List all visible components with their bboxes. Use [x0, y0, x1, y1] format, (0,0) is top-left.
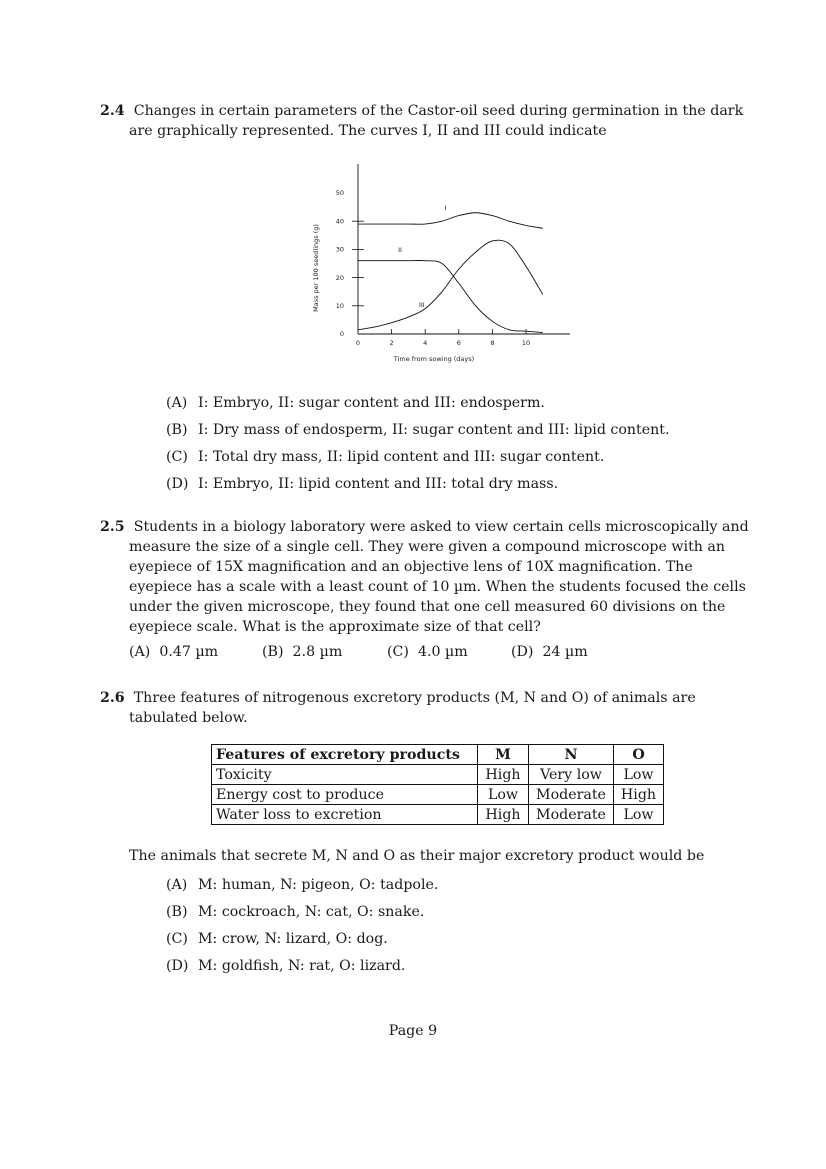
table-header-cell: Features of excretory products — [212, 745, 478, 765]
page-number: Page 9 — [388, 1023, 438, 1039]
table-cell: Toxicity — [212, 765, 478, 785]
q26-option-b[interactable] — [166, 902, 424, 922]
table-row — [212, 765, 664, 785]
option-label: (B) — [166, 904, 188, 920]
curve-label-iii: III — [418, 301, 425, 310]
question-number: 2.4 — [100, 103, 125, 119]
q24-option-b[interactable] — [166, 420, 670, 440]
q26-followup: The animals that secrete M, N and O as their major excretory product would be — [129, 848, 705, 864]
x-tick-label: 4 — [423, 339, 428, 347]
table-row — [212, 805, 664, 825]
curve-ii — [358, 260, 543, 332]
table-header-cell: N — [529, 745, 614, 765]
q25-option-a[interactable] — [129, 644, 218, 660]
curve-label-i: I — [444, 203, 447, 212]
question-2-6 — [100, 688, 752, 728]
table-header-cell: M — [478, 745, 529, 765]
q25-option-d[interactable] — [511, 644, 588, 660]
q26-option-d[interactable] — [166, 956, 405, 976]
option-text: I: Embryo, II: sugar content and III: endosperm. — [198, 395, 545, 411]
y-tick-label: 50 — [335, 189, 344, 198]
table-cell: Very low — [529, 765, 614, 785]
table-row — [212, 785, 664, 805]
table-header-cell: O — [614, 745, 664, 765]
y-axis-label: Mass per 100 seedlings (g) — [312, 224, 320, 312]
question-number: 2.6 — [100, 690, 125, 706]
option-label: (A) — [129, 644, 151, 660]
option-text: 4.0 µm — [417, 644, 468, 660]
q25-option-b[interactable] — [262, 644, 342, 660]
q26-option-c[interactable] — [166, 929, 388, 949]
x-tick-label: 0 — [355, 339, 361, 347]
question-2-5 — [100, 517, 752, 637]
option-label: (A) — [166, 395, 188, 411]
option-text: I: Total dry mass, II: lipid content and III: sugar content. — [198, 449, 605, 465]
q25-option-c[interactable] — [387, 644, 468, 660]
y-tick-label: 40 — [335, 217, 344, 226]
question-2-4-text — [100, 101, 752, 141]
option-label: (D) — [511, 644, 534, 660]
option-label: (D) — [166, 958, 189, 974]
option-text: M: human, N: pigeon, O: tadpole. — [198, 877, 439, 893]
option-text: M: goldfish, N: rat, O: lizard. — [198, 958, 406, 974]
question-2-6-text — [100, 688, 752, 728]
curve-i — [358, 213, 543, 229]
table-cell: High — [478, 765, 529, 785]
x-tick-label: 6 — [456, 339, 461, 347]
y-tick-label: 10 — [335, 302, 344, 310]
question-2-5-text — [100, 517, 752, 637]
table-cell: Moderate — [529, 785, 614, 805]
chart-ticks — [336, 189, 530, 347]
option-text: I: Embryo, II: lipid content and III: total dry mass. — [198, 476, 559, 492]
option-text: M: cockroach, N: cat, O: snake. — [198, 904, 425, 920]
table-header-row — [212, 745, 664, 765]
curve-label-ii: II — [398, 246, 402, 255]
table-cell: Water loss to excretion — [212, 805, 478, 825]
option-label: (C) — [166, 449, 188, 465]
option-label: (B) — [262, 644, 284, 660]
question-stem: Students in a biology laboratory were asked to view certain cells microscopically and measure the size of a single cell. They were given a compound microscope with an eyepiece of 15X magnification and an objective lens of 10X magnification. The eyepiece has a scale with a least count of 10 µm. When the students focused the cells under the given microscope, they found that one cell measured 60 divisions on the eyepiece scale. What is the approximate size of that cell? — [129, 519, 749, 635]
option-text: 24 µm — [542, 644, 588, 660]
y-tick-label: 20 — [335, 273, 344, 282]
q24-option-c[interactable] — [166, 447, 604, 467]
option-label: (C) — [387, 644, 409, 660]
excretory-features-table — [211, 744, 664, 825]
question-stem: Three features of nitrogenous excretory products (M, N and O) of animals are tabulated below. — [129, 690, 696, 726]
table-cell: Moderate — [529, 805, 614, 825]
question-number: 2.5 — [100, 519, 125, 535]
x-tick-label: 2 — [389, 339, 394, 347]
y-tick-label: 30 — [335, 245, 344, 254]
y-tick-label: 0 — [339, 330, 344, 339]
option-label: (B) — [166, 422, 188, 438]
option-text: 0.47 µm — [159, 644, 219, 660]
chart-axes — [358, 164, 570, 334]
option-text: M: crow, N: lizard, O: dog. — [198, 931, 388, 947]
curve-iii — [358, 240, 543, 330]
question-stem: Changes in certain parameters of the Castor-oil seed during germination in the dark are graphically represented. The curves I, II and III could indicate — [129, 103, 744, 139]
option-label: (C) — [166, 931, 188, 947]
q24-option-a[interactable] — [166, 393, 545, 413]
q24-option-d[interactable] — [166, 474, 558, 494]
table-cell: High — [614, 785, 664, 805]
x-tick-label: 8 — [490, 339, 495, 347]
germination-chart — [300, 156, 580, 371]
table-cell: Energy cost to produce — [212, 785, 478, 805]
table-cell: High — [478, 805, 529, 825]
chart-curves — [358, 204, 543, 333]
x-axis-label: Time from sowing (days) — [393, 355, 475, 363]
table-cell: Low — [478, 785, 529, 805]
option-text: 2.8 µm — [292, 644, 343, 660]
option-text: I: Dry mass of endosperm, II: sugar content and III: lipid content. — [198, 422, 670, 438]
q26-option-a[interactable] — [166, 875, 438, 895]
table-cell: Low — [614, 765, 664, 785]
table-cell: Low — [614, 805, 664, 825]
x-tick-label: 10 — [521, 339, 531, 347]
option-label: (D) — [166, 476, 189, 492]
option-label: (A) — [166, 877, 188, 893]
question-2-4 — [100, 101, 752, 141]
